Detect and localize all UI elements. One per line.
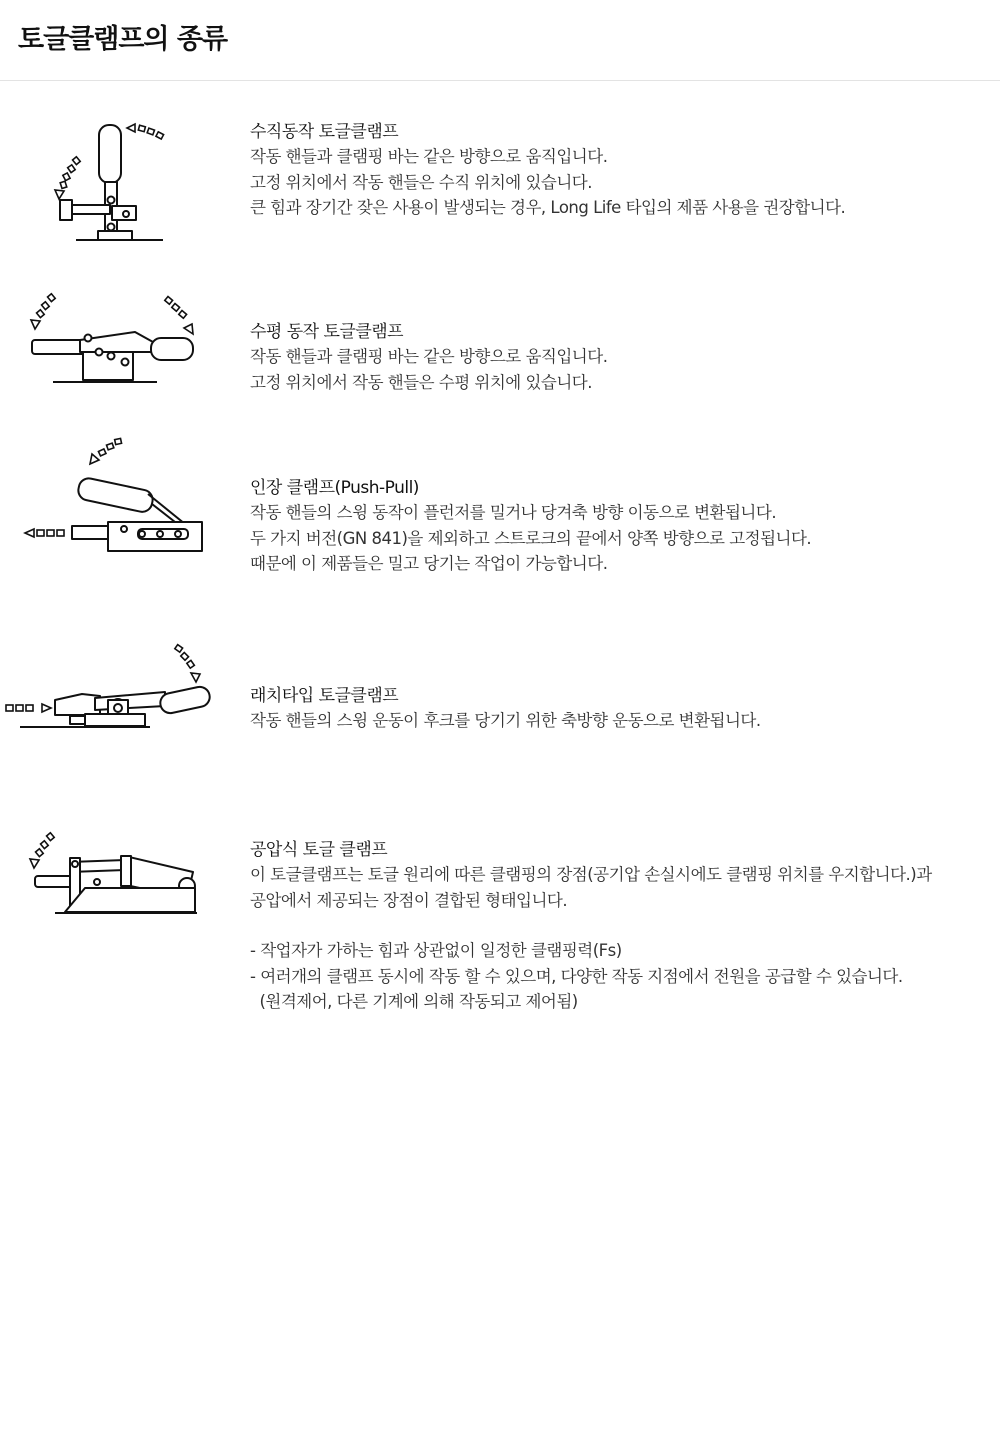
- section-note: - 여러개의 클램프 동시에 작동 할 수 있으며, 다양한 작동 지점에서 전원을 공급할 수 있습니다.: [250, 966, 903, 986]
- section-line: 고정 위치에서 작동 핸들은 수직 위치에 있습니다.: [250, 172, 592, 192]
- motion-arrow-icon: [31, 294, 193, 334]
- section-text: [250, 684, 970, 734]
- section-line: 큰 힘과 장기간 잦은 사용이 발생되는 경우, Long Life 타입의 제품 사용을 권장합니다.: [250, 198, 846, 218]
- section-line: 때문에 이 제품들은 밀고 당기는 작업이 가능합니다.: [250, 554, 608, 574]
- horizontal-toggle-clamp-illustration: [25, 290, 205, 390]
- page-title: 토글클램프의 종류: [18, 24, 228, 55]
- motion-arrow-icon: [30, 833, 54, 868]
- section-line: 고정 위치에서 작동 핸들은 수평 위치에 있습니다.: [250, 372, 592, 392]
- push-pull-clamp-illustration: [20, 432, 210, 557]
- section-pneumatic-clamp: [0, 828, 1000, 1028]
- section-latch-clamp: [0, 640, 1000, 740]
- section-line: 작동 핸들의 스윙 동작이 플런저를 밀거나 당겨축 방향 이동으로 변환됩니다.: [250, 503, 777, 522]
- section-title: 래치타입 토글클램프: [250, 686, 399, 706]
- section-note: (원격제어, 다른 기계에 의해 작동되고 제어됨): [250, 992, 578, 1012]
- section-title: 공압식 토글 클램프: [250, 840, 388, 860]
- page-header: [0, 0, 1000, 81]
- section-line: 이 토글클램프는 토글 원리에 따른 클램핑의 장점(공기압 손실시에도 클램핑 위치를 우지합니다.)과: [250, 865, 932, 884]
- section-title: 수직동작 토글클램프: [250, 122, 399, 142]
- section-text: [250, 120, 970, 221]
- pneumatic-toggle-clamp-illustration: [25, 828, 205, 918]
- section-title: 인장 클램프(Push-Pull): [250, 478, 419, 498]
- section-line: 작동 핸들과 클램핑 바는 같은 방향으로 움직입니다.: [250, 347, 608, 366]
- vertical-toggle-clamp-illustration: [50, 120, 180, 245]
- latch-toggle-clamp-illustration: [0, 640, 215, 735]
- section-text: [250, 838, 970, 1015]
- section-line: 작동 핸들과 클램핑 바는 같은 방향으로 움직입니다.: [250, 147, 608, 166]
- section-vertical-clamp: [0, 110, 1000, 250]
- section-line: 작동 핸들의 스윙 운동이 후크를 당기기 위한 축방향 운동으로 변환됩니다.: [250, 711, 761, 730]
- section-push-pull-clamp: [0, 432, 1000, 582]
- section-horizontal-clamp: [0, 290, 1000, 400]
- section-text: [250, 476, 970, 577]
- section-line: 두 가지 버전(GN 841)을 제외하고 스트로크의 끝에서 양쪽 방향으로 고정됩니다.: [250, 528, 812, 548]
- section-line: 공압에서 제공되는 장점이 결합된 형태입니다.: [250, 890, 568, 910]
- section-text: [250, 320, 970, 395]
- section-title: 수평 동작 토글클램프: [250, 322, 404, 342]
- section-note: - 작업자가 가하는 힘과 상관없이 일정한 클램핑력(Fs): [250, 941, 622, 961]
